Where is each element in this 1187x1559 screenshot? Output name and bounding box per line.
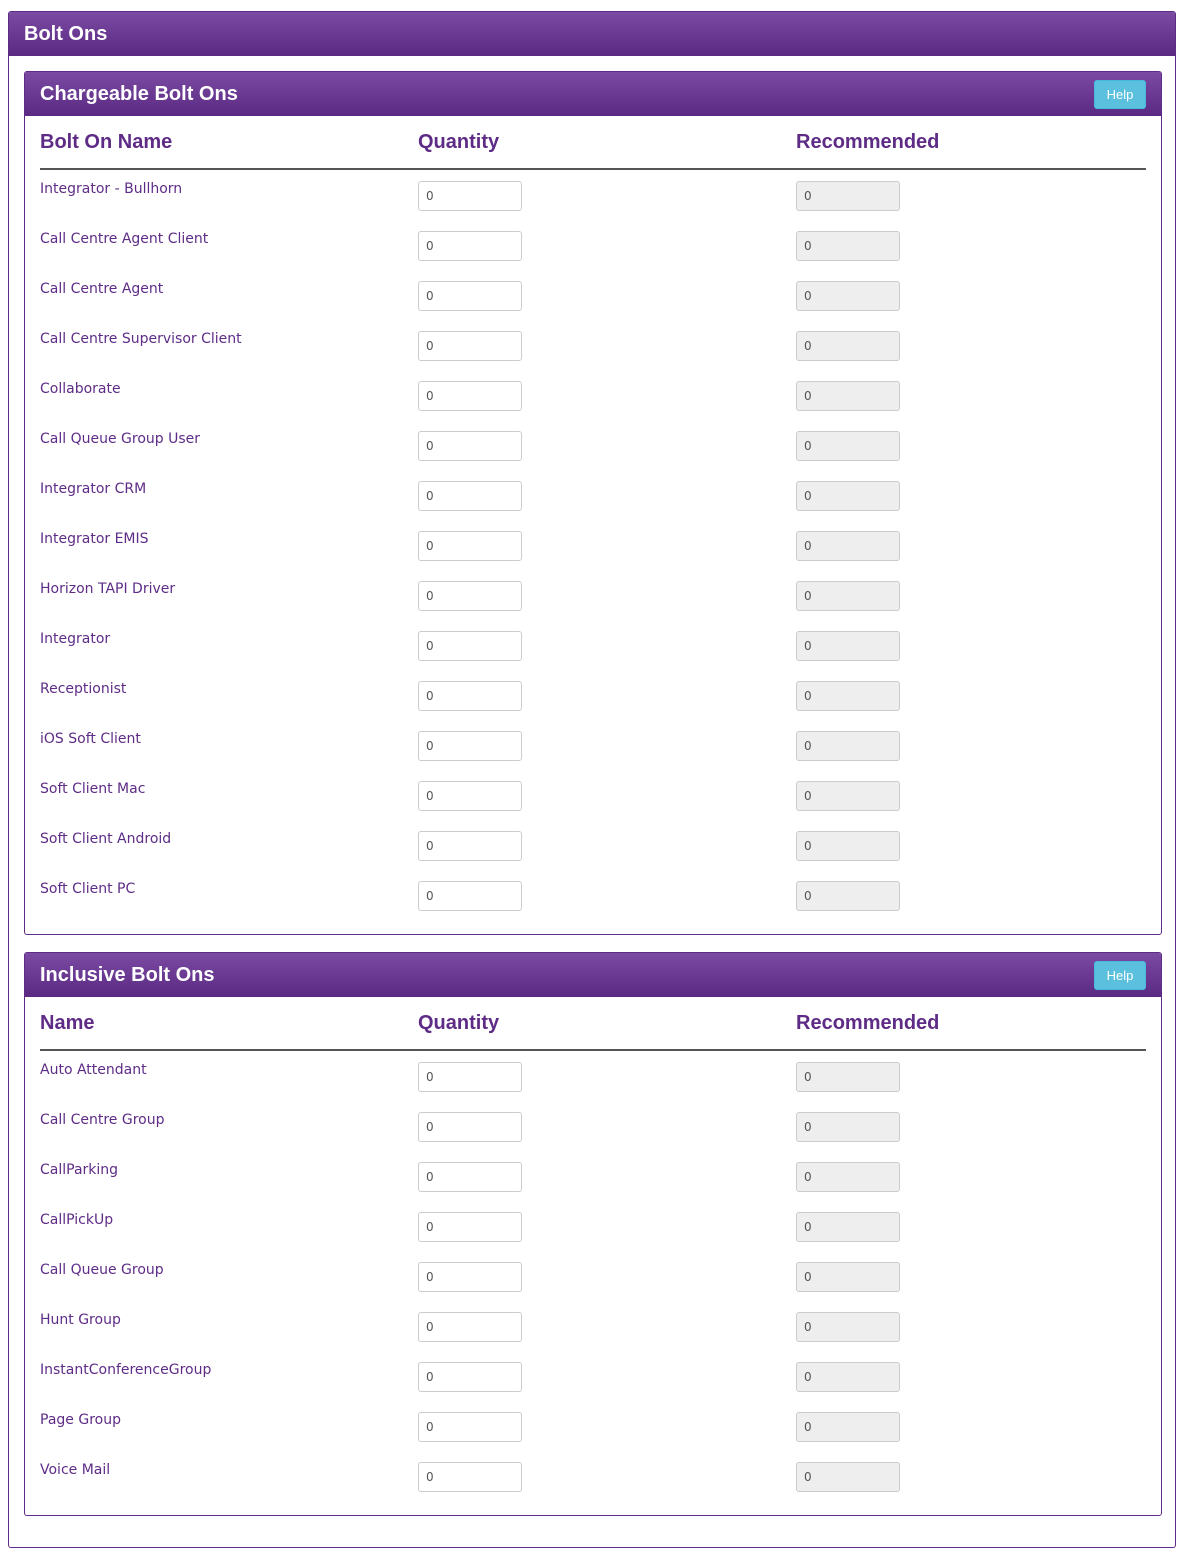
quantity-input[interactable] xyxy=(418,1212,522,1242)
table-row xyxy=(40,470,1146,520)
bolt-on-name: CallPickUp xyxy=(40,1212,114,1228)
quantity-input[interactable] xyxy=(418,631,522,661)
column-header-recommended: Recommended xyxy=(796,1012,940,1034)
recommended-input xyxy=(796,581,900,611)
quantity-input[interactable] xyxy=(418,1262,522,1292)
column-header-quantity: Quantity xyxy=(418,1012,500,1034)
quantity-input[interactable] xyxy=(418,881,522,911)
recommended-input xyxy=(796,431,900,461)
table-row xyxy=(40,1451,1146,1501)
bolt-on-name: Integrator xyxy=(40,631,111,647)
inclusive-table-header xyxy=(40,997,1146,1051)
recommended-input xyxy=(796,1362,900,1392)
table-row xyxy=(40,1051,1146,1101)
inclusive-bolt-ons-panel xyxy=(24,952,1162,1516)
quantity-input[interactable] xyxy=(418,581,522,611)
chargeable-table-body xyxy=(40,170,1146,920)
bolt-on-name: Integrator CRM xyxy=(40,481,147,497)
quantity-input[interactable] xyxy=(418,1062,522,1092)
table-row xyxy=(40,1251,1146,1301)
bolt-on-name: Soft Client Mac xyxy=(40,781,146,797)
quantity-input[interactable] xyxy=(418,1362,522,1392)
bolt-on-name: InstantConferenceGroup xyxy=(40,1362,212,1378)
bolt-on-name: Collaborate xyxy=(40,381,121,397)
inclusive-help-button[interactable]: Help xyxy=(1094,961,1146,990)
quantity-input[interactable] xyxy=(418,431,522,461)
page-title: Bolt Ons xyxy=(9,12,1175,56)
bolt-on-name: Call Centre Group xyxy=(40,1112,165,1128)
bolt-on-name: Call Queue Group User xyxy=(40,431,201,447)
quantity-input[interactable] xyxy=(418,281,522,311)
inclusive-table xyxy=(40,997,1146,1501)
table-row xyxy=(40,170,1146,220)
inclusive-table-body xyxy=(40,1051,1146,1501)
recommended-input xyxy=(796,1262,900,1292)
table-row xyxy=(40,1351,1146,1401)
column-header-name: Bolt On Name xyxy=(40,131,173,153)
column-header-name: Name xyxy=(40,1012,95,1034)
chargeable-bolt-ons-panel xyxy=(24,71,1162,935)
quantity-input[interactable] xyxy=(418,831,522,861)
bolt-on-name: Horizon TAPI Driver xyxy=(40,581,176,597)
bolt-on-name: Auto Attendant xyxy=(40,1062,147,1078)
chargeable-table-header xyxy=(40,116,1146,170)
table-row xyxy=(40,320,1146,370)
recommended-input xyxy=(796,381,900,411)
recommended-input xyxy=(796,1312,900,1342)
recommended-input xyxy=(796,881,900,911)
table-row xyxy=(40,1401,1146,1451)
recommended-input xyxy=(796,1162,900,1192)
bolt-on-name: Receptionist xyxy=(40,681,127,697)
bolt-on-name: Call Centre Agent Client xyxy=(40,231,209,247)
quantity-input[interactable] xyxy=(418,1412,522,1442)
recommended-input xyxy=(796,231,900,261)
table-row xyxy=(40,1201,1146,1251)
bolt-on-name: CallParking xyxy=(40,1162,119,1178)
table-row xyxy=(40,670,1146,720)
recommended-input xyxy=(796,1212,900,1242)
recommended-input xyxy=(796,481,900,511)
quantity-input[interactable] xyxy=(418,1312,522,1342)
quantity-input[interactable] xyxy=(418,531,522,561)
quantity-input[interactable] xyxy=(418,1462,522,1492)
chargeable-panel-header xyxy=(25,72,1161,116)
recommended-input xyxy=(796,631,900,661)
table-row xyxy=(40,520,1146,570)
recommended-input xyxy=(796,831,900,861)
table-row xyxy=(40,370,1146,420)
bolt-on-name: Call Centre Supervisor Client xyxy=(40,331,242,347)
quantity-input[interactable] xyxy=(418,231,522,261)
inclusive-panel-title: Inclusive Bolt Ons xyxy=(40,964,215,986)
recommended-input xyxy=(796,331,900,361)
bolt-on-name: Call Queue Group xyxy=(40,1262,164,1278)
recommended-input xyxy=(796,731,900,761)
inclusive-panel-header xyxy=(25,953,1161,997)
recommended-input xyxy=(796,1412,900,1442)
quantity-input[interactable] xyxy=(418,731,522,761)
bolt-on-name: Integrator EMIS xyxy=(40,531,149,547)
bolt-on-name: Voice Mail xyxy=(40,1462,111,1478)
bolt-on-name: Hunt Group xyxy=(40,1312,121,1328)
table-row xyxy=(40,1101,1146,1151)
recommended-input xyxy=(796,281,900,311)
column-header-quantity: Quantity xyxy=(418,131,500,153)
table-row xyxy=(40,870,1146,920)
table-row xyxy=(40,620,1146,670)
bolt-on-name: Integrator - Bullhorn xyxy=(40,181,183,197)
chargeable-help-button[interactable]: Help xyxy=(1094,80,1146,109)
table-row xyxy=(40,1301,1146,1351)
recommended-input xyxy=(796,781,900,811)
quantity-input[interactable] xyxy=(418,331,522,361)
recommended-input xyxy=(796,531,900,561)
table-row xyxy=(40,270,1146,320)
quantity-input[interactable] xyxy=(418,181,522,211)
quantity-input[interactable] xyxy=(418,781,522,811)
bolt-on-name: Page Group xyxy=(40,1412,121,1428)
bolt-on-name: iOS Soft Client xyxy=(40,731,141,747)
recommended-input xyxy=(796,181,900,211)
table-row xyxy=(40,220,1146,270)
quantity-input[interactable] xyxy=(418,1112,522,1142)
table-row xyxy=(40,570,1146,620)
quantity-input[interactable] xyxy=(418,1162,522,1192)
recommended-input xyxy=(796,1462,900,1492)
bolt-on-name: Soft Client PC xyxy=(40,881,136,897)
table-row xyxy=(40,1151,1146,1201)
bolt-on-name: Call Centre Agent xyxy=(40,281,164,297)
bolt-ons-panel xyxy=(8,11,1176,1548)
quantity-input[interactable] xyxy=(418,681,522,711)
chargeable-panel-title: Chargeable Bolt Ons xyxy=(40,83,238,105)
recommended-input xyxy=(796,681,900,711)
column-header-recommended: Recommended xyxy=(796,131,940,153)
table-row xyxy=(40,770,1146,820)
quantity-input[interactable] xyxy=(418,481,522,511)
recommended-input xyxy=(796,1062,900,1092)
table-row xyxy=(40,820,1146,870)
table-row xyxy=(40,420,1146,470)
table-row xyxy=(40,720,1146,770)
quantity-input[interactable] xyxy=(418,381,522,411)
recommended-input xyxy=(796,1112,900,1142)
chargeable-table xyxy=(40,116,1146,920)
bolt-on-name: Soft Client Android xyxy=(40,831,172,847)
